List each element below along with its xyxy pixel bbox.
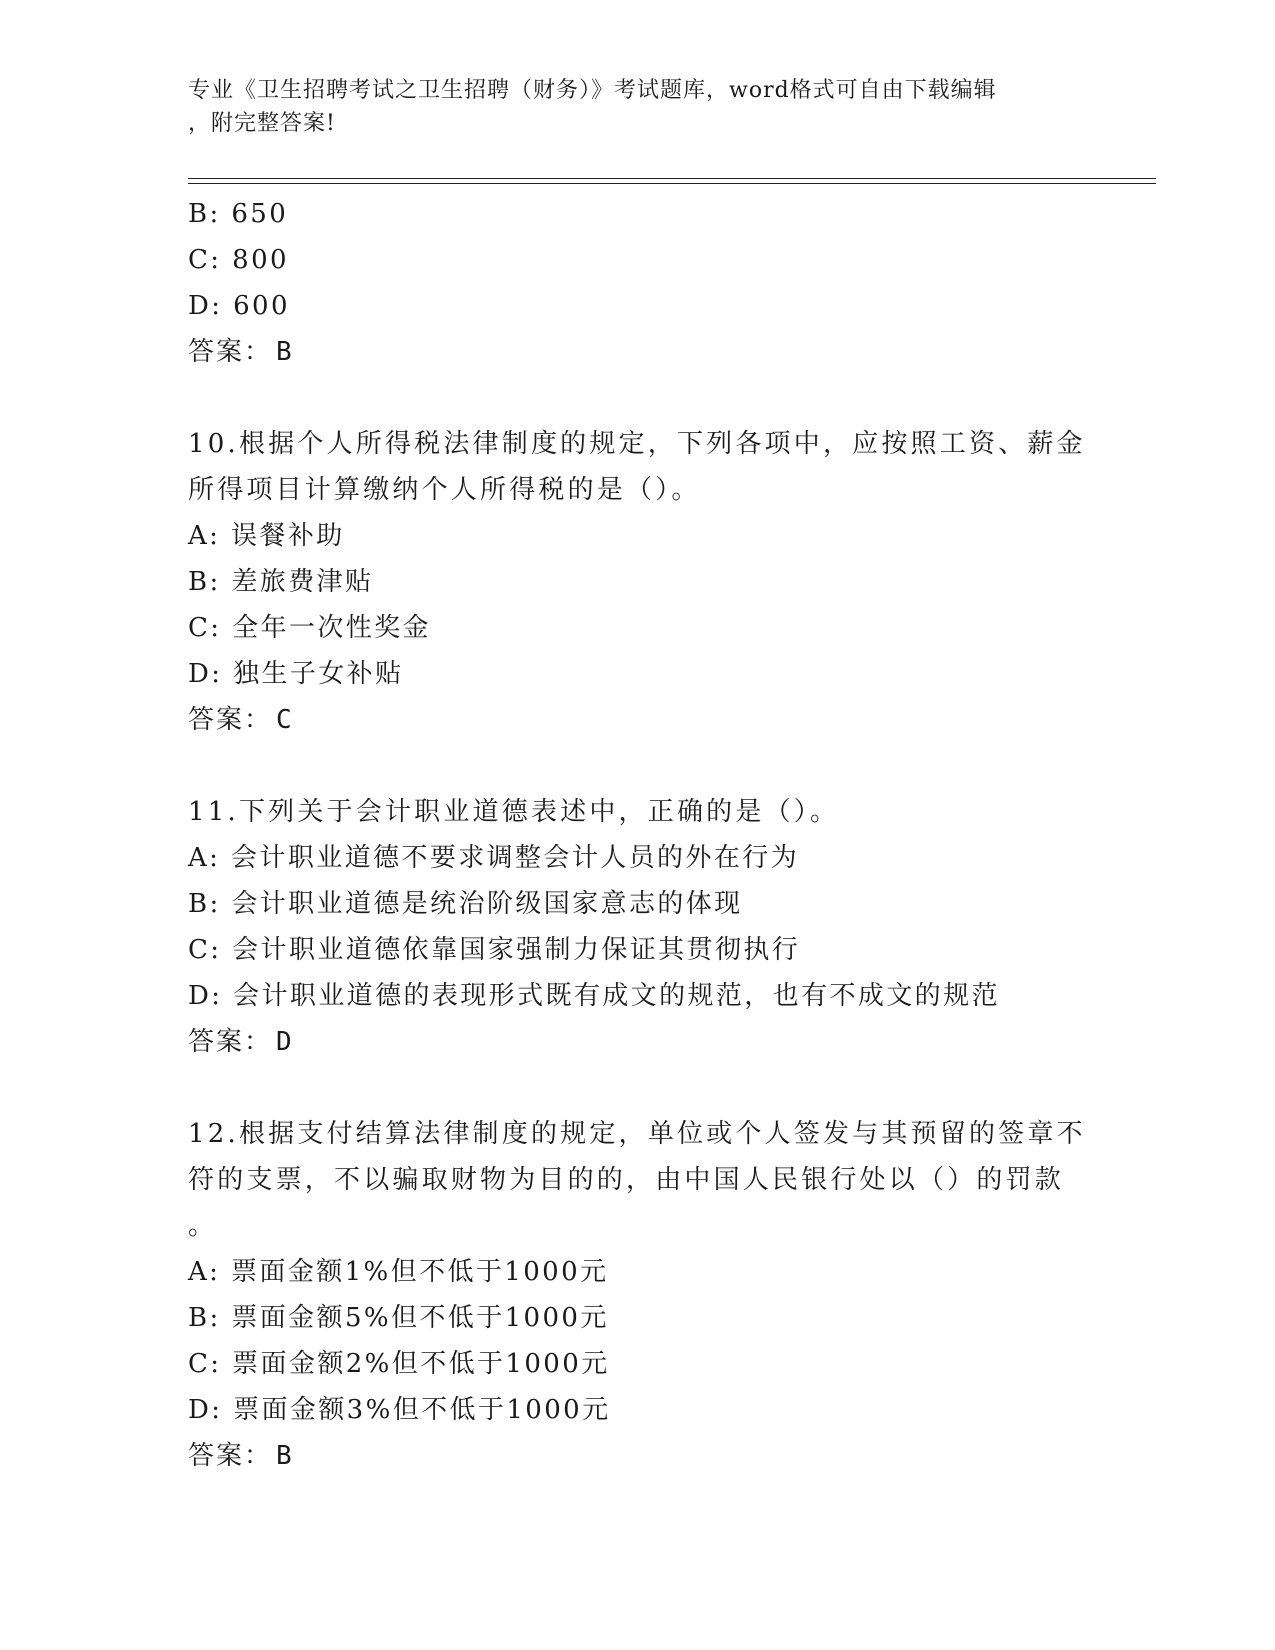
answer-line	[188, 329, 1088, 375]
option-line	[188, 237, 1088, 283]
option-letter: B:	[188, 889, 221, 919]
option-text: 票面金额3%但不低于1000元	[233, 1395, 611, 1425]
option-text: 票面金额5%但不低于1000元	[231, 1303, 609, 1333]
option-text: 会计职业道德是统治阶级国家意志的体现	[231, 889, 743, 919]
option-line	[188, 605, 1088, 651]
option-letter: B:	[188, 199, 221, 229]
header-divider-top	[188, 178, 1156, 179]
answer-label: 答案：	[188, 337, 273, 367]
option-letter: C:	[188, 1349, 222, 1379]
option-letter: D:	[188, 659, 223, 689]
spacer	[188, 1065, 1088, 1111]
option-letter: D:	[188, 981, 223, 1011]
answer-line	[188, 1433, 1088, 1479]
option-text: 独生子女补贴	[233, 659, 404, 689]
option-text: 会计职业道德不要求调整会计人员的外在行为	[231, 843, 800, 873]
header-line-1: 专业《卫生招聘考试之卫生招聘（财务）》考试题库，word格式可自由下载编辑	[188, 78, 997, 103]
answer-line	[188, 1019, 1088, 1065]
option-letter: D:	[188, 1395, 223, 1425]
option-text: 全年一次性奖金	[232, 613, 431, 643]
option-text: 差旅费津贴	[231, 567, 374, 597]
option-line	[188, 651, 1088, 697]
option-line	[188, 1249, 1088, 1295]
option-letter: C:	[188, 613, 222, 643]
answer-line	[188, 697, 1088, 743]
answer-value: D	[276, 1027, 294, 1057]
answer-label: 答案：	[188, 1441, 273, 1471]
option-line	[188, 881, 1088, 927]
answer-label: 答案：	[188, 705, 273, 735]
option-letter: D:	[188, 291, 223, 321]
question-stem-line: 11.下列关于会计职业道德表述中，正确的是（）。	[188, 797, 840, 827]
option-letter: A:	[188, 1257, 221, 1287]
option-line	[188, 513, 1088, 559]
answer-value: B	[276, 337, 294, 367]
question-stem-line: 。	[188, 1211, 215, 1241]
option-text: 会计职业道德依靠国家强制力保证其贯彻执行	[232, 935, 801, 965]
option-letter: C:	[188, 245, 222, 275]
option-text: 800	[232, 245, 289, 275]
question-stem-line: 所得项目计算缴纳个人所得税的是（）。	[188, 475, 701, 505]
option-line	[188, 1295, 1088, 1341]
question-content	[188, 191, 1088, 1479]
prev-question	[188, 191, 1088, 375]
option-line	[188, 283, 1088, 329]
option-line	[188, 973, 1088, 1019]
option-letter: A:	[188, 843, 221, 873]
answer-value: C	[276, 705, 294, 735]
header-divider-bottom	[188, 183, 1156, 184]
option-line	[188, 927, 1088, 973]
question-10	[188, 421, 1088, 743]
option-letter: C:	[188, 935, 222, 965]
option-line	[188, 835, 1088, 881]
question-stem-line: 12.根据支付结算法律制度的规定，单位或个人签发与其预留的签章不	[188, 1119, 1086, 1149]
option-text: 票面金额2%但不低于1000元	[232, 1349, 610, 1379]
option-line	[188, 1341, 1088, 1387]
option-line	[188, 1387, 1088, 1433]
option-letter: B:	[188, 1303, 221, 1333]
answer-value: B	[276, 1441, 294, 1471]
question-12	[188, 1111, 1088, 1479]
header-line-2: ，附完整答案!	[188, 111, 336, 136]
option-letter: B:	[188, 567, 221, 597]
question-stem-line: 10.根据个人所得税法律制度的规定，下列各项中，应按照工资、薪金	[188, 429, 1086, 459]
spacer	[188, 743, 1088, 789]
option-line	[188, 191, 1088, 237]
option-text: 票面金额1%但不低于1000元	[231, 1257, 609, 1287]
option-line	[188, 559, 1088, 605]
option-text: 650	[231, 199, 289, 229]
question-11	[188, 789, 1088, 1065]
option-text: 误餐补助	[231, 521, 345, 551]
option-text: 会计职业道德的表现形式既有成文的规范，也有不成文的规范	[233, 981, 1000, 1011]
spacer	[188, 375, 1088, 421]
option-text: 600	[233, 291, 290, 321]
document-header	[188, 74, 1088, 140]
answer-label: 答案：	[188, 1027, 273, 1057]
question-stem-line: 符的支票，不以骗取财物为目的的，由中国人民银行处以（）的罚款	[188, 1165, 1065, 1195]
option-letter: A:	[188, 521, 221, 551]
